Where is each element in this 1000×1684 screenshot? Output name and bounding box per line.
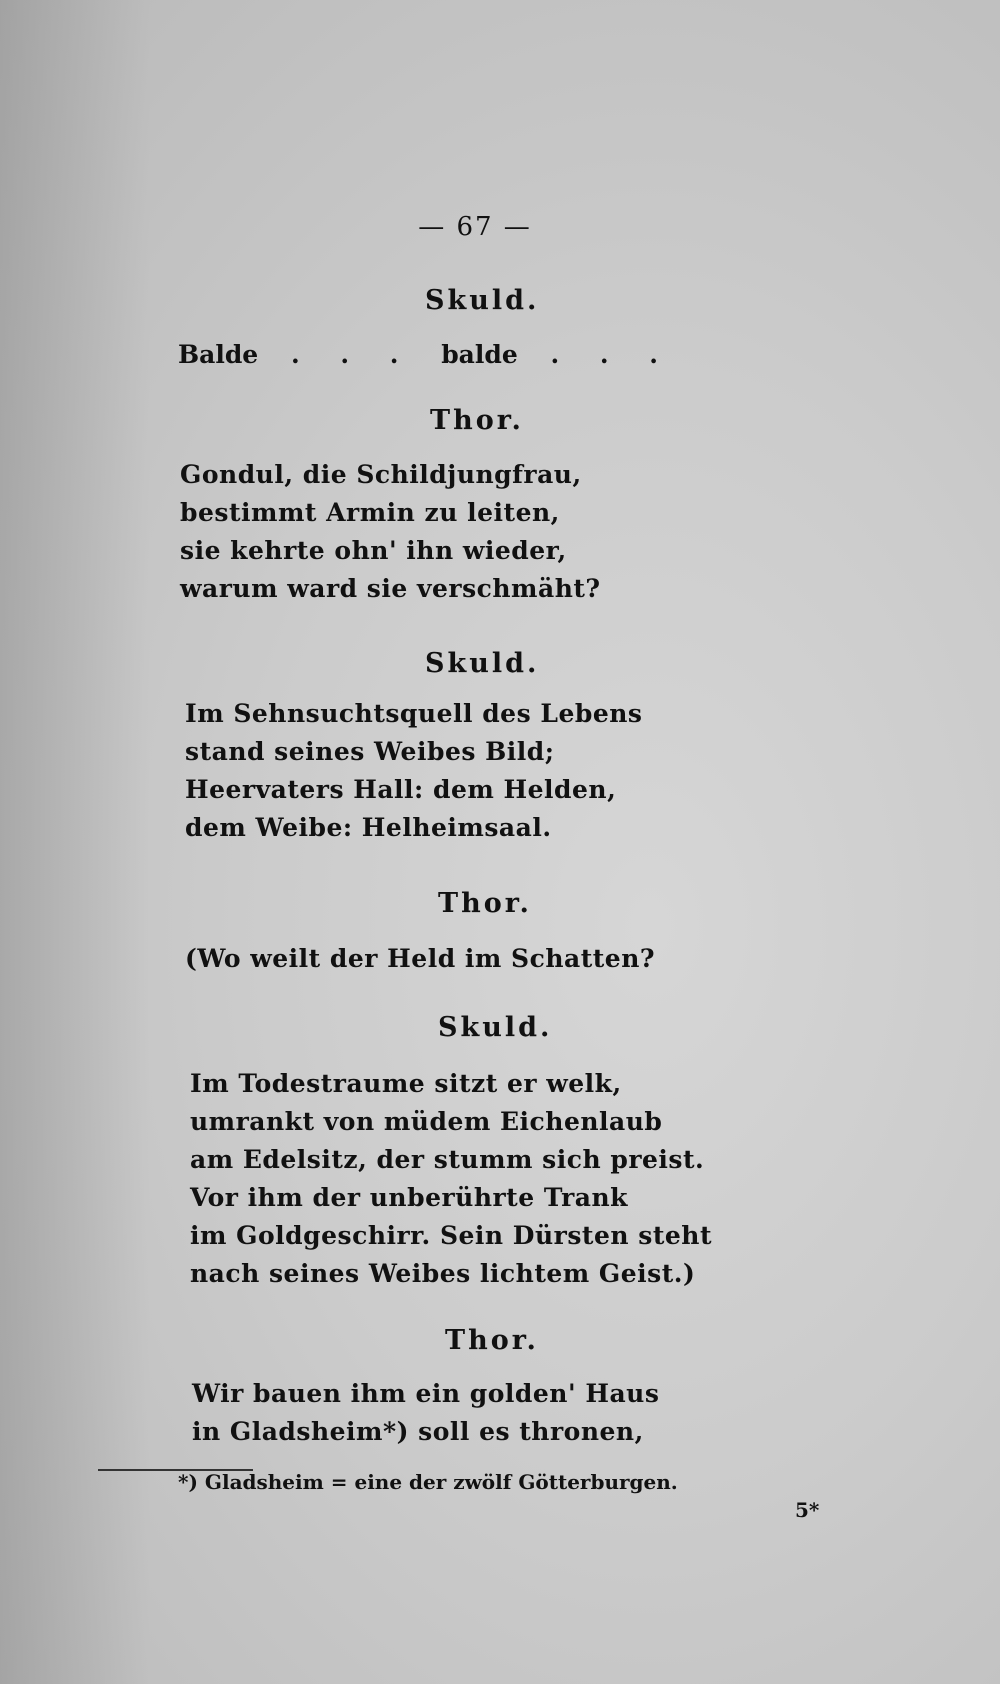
refrain-line (178, 340, 674, 369)
refrain-dots-1: . . . (290, 340, 415, 369)
verse-line: Wir bauen ihm ein golden' Haus (192, 1379, 660, 1408)
verse-line: Gondul, die Schildjungfrau, (180, 460, 582, 489)
verse-stanza (180, 456, 601, 608)
refrain-word-2: balde (441, 340, 518, 369)
spine-shadow (0, 0, 150, 1684)
refrain-word-1: Balde (178, 340, 259, 369)
verse-line: sie kehrte ohn' ihn wieder, (180, 536, 567, 565)
speaker-heading: Thor. (430, 405, 524, 436)
verse-line: Im Todestraume sitzt er welk, (190, 1069, 622, 1098)
signature-mark: 5* (795, 1498, 820, 1522)
speaker-heading: Skuld. (425, 285, 540, 316)
verse-line: stand seines Weibes Bild; (185, 737, 555, 766)
verse-line: Im Sehnsuchtsquell des Lebens (185, 699, 643, 728)
verse-stanza (185, 940, 655, 978)
verse-line: Heervaters Hall: dem Helden, (185, 775, 617, 804)
verse-line: in Gladsheim*) soll es thronen, (192, 1417, 644, 1446)
verse-line: nach seines Weibes lichtem Geist.) (190, 1259, 696, 1288)
speaker-heading: Thor. (438, 888, 532, 919)
verse-line: dem Weibe: Helheimsaal. (185, 813, 552, 842)
verse-line: am Edelsitz, der stumm sich preist. (190, 1145, 705, 1174)
page-number: — 67 — (418, 212, 532, 242)
verse-line: bestimmt Armin zu leiten, (180, 498, 560, 527)
refrain-dots-2: . . . (550, 340, 674, 369)
speaker-heading: Thor. (445, 1325, 539, 1356)
verse-stanza (185, 695, 642, 847)
verse-line: warum ward sie verschmäht? (180, 574, 601, 603)
verse-line: im Goldgeschirr. Sein Dürsten steht (190, 1221, 712, 1250)
speaker-heading: Skuld. (438, 1012, 553, 1043)
verse-line: Vor ihm der unberührte Trank (190, 1183, 628, 1212)
footnote: *) Gladsheim = eine der zwölf Götterburgen. (178, 1470, 678, 1494)
verse-stanza (190, 1065, 712, 1293)
verse-line: umrankt von müdem Eichenlaub (190, 1107, 663, 1136)
verse-stanza (192, 1375, 659, 1451)
speaker-heading: Skuld. (425, 648, 540, 679)
verse-line: (Wo weilt der Held im Schatten? (185, 944, 656, 973)
